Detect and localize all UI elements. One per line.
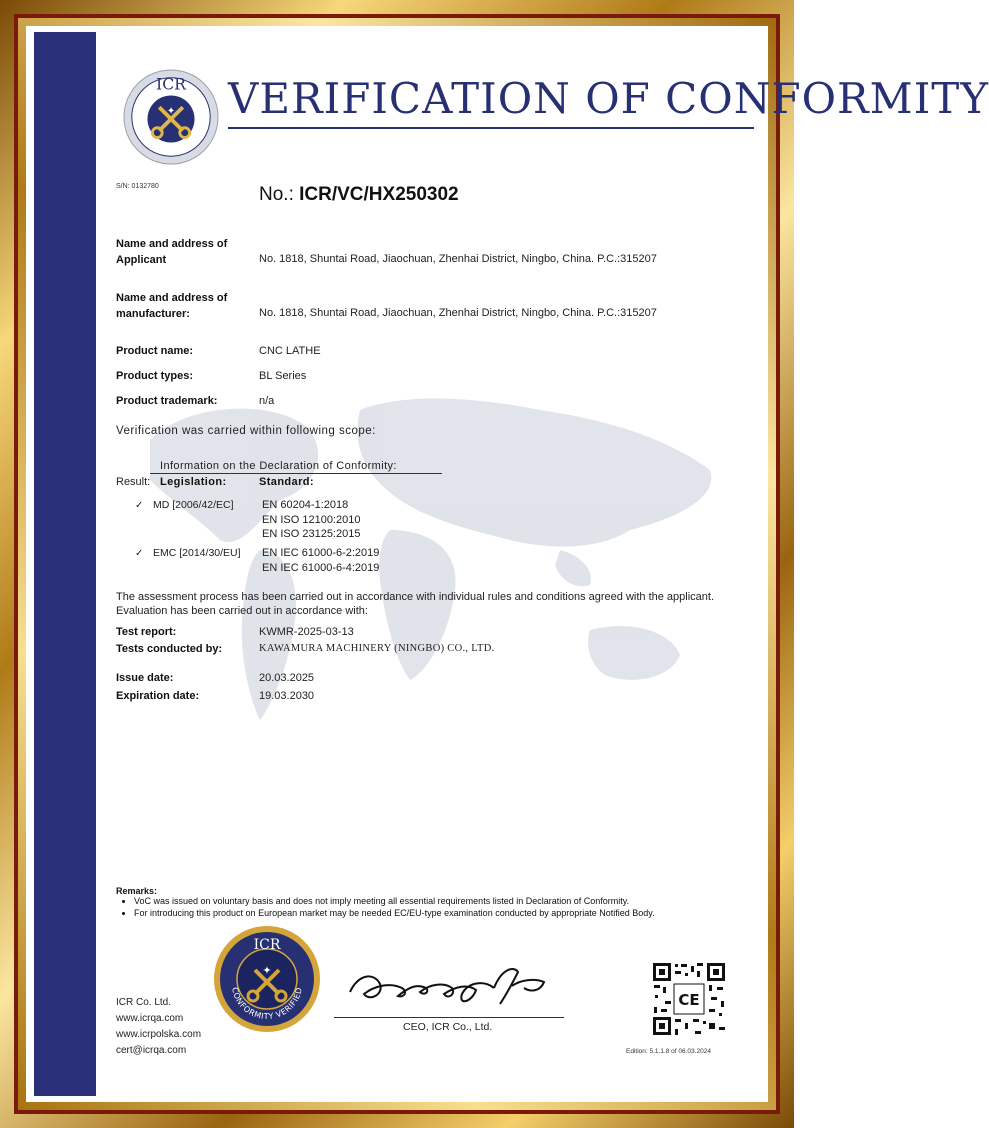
declaration-underline bbox=[150, 473, 442, 474]
product-name-label: Product name: bbox=[116, 345, 194, 357]
conformity-seal bbox=[210, 924, 324, 1034]
number-prefix: No.: bbox=[259, 184, 300, 205]
standard-item: EN ISO 12100:2010 bbox=[262, 513, 361, 526]
ce-mark: CE bbox=[678, 991, 700, 1009]
test-report-value: KWMR-2025-03-13 bbox=[259, 626, 354, 638]
issue-date-value: 20.03.2025 bbox=[259, 672, 315, 684]
expiration-date-value: 19.03.2030 bbox=[259, 690, 315, 702]
world-map-watermark bbox=[110, 380, 760, 760]
assessment-line2: Evaluation has been carried out in accordance with: bbox=[116, 605, 368, 617]
standard-item: EN 60204-1:2018 bbox=[262, 499, 349, 511]
seal-icr-text: ICR bbox=[253, 937, 281, 953]
test-report-label: Test report: bbox=[116, 626, 177, 638]
assessment-paragraph bbox=[116, 590, 714, 618]
remark-item: • VoC was issued on voluntary basis and does not imply meeting all essential requirements listed in Declaration of Conformity. bbox=[134, 896, 655, 908]
seal-bottom-text: CONFORMITY VERIFIED bbox=[230, 986, 304, 1022]
standard-item: EN ISO 23125:2015 bbox=[262, 528, 361, 540]
emc-check-icon: ✓ bbox=[135, 548, 144, 559]
applicant-label bbox=[116, 236, 227, 268]
manufacturer-value: No. 1818, Shuntai Road, Jiaochuan, Zhenhai District, Ningbo, China. P.C.:315207 bbox=[259, 307, 657, 319]
manufacturer-label-line1: Name and address of bbox=[116, 292, 228, 304]
standard-item: EN IEC 61000-6-2:2019 bbox=[262, 547, 380, 559]
manufacturer-label-line2: manufacturer: bbox=[116, 308, 190, 320]
product-trademark-label: Product trademark: bbox=[116, 395, 218, 407]
title-underline bbox=[228, 127, 754, 129]
svg-text:✦: ✦ bbox=[166, 106, 176, 118]
remarks bbox=[116, 886, 655, 919]
product-types-label: Product types: bbox=[116, 370, 194, 382]
remarks-list bbox=[116, 896, 655, 919]
applicant-value: No. 1818, Shuntai Road, Jiaochuan, Zhenhai District, Ningbo, China. P.C.:315207 bbox=[259, 253, 657, 265]
page-title: VERIFICATION OF CONFORMITY bbox=[228, 74, 989, 123]
applicant-label-line2: Applicant bbox=[116, 254, 167, 266]
edition-text: Edition: 5.1.1.8 of 06.03.2024 bbox=[626, 1048, 711, 1055]
tests-by-value: KAWAMURA MACHINERY (NINGBO) CO., LTD. bbox=[259, 643, 495, 654]
tests-by-label: Tests conducted by: bbox=[116, 643, 223, 655]
scope-intro: Verification was carried within following scope: bbox=[116, 425, 376, 437]
certificate-number-line bbox=[259, 184, 459, 206]
product-types-value: BL Series bbox=[259, 370, 307, 382]
website-link[interactable]: www.icrqa.com bbox=[116, 1013, 184, 1024]
product-trademark-value: n/a bbox=[259, 395, 275, 407]
website-link-polska[interactable]: www.icrpolska.com bbox=[116, 1029, 202, 1040]
standard-header: Standard: bbox=[259, 476, 314, 488]
applicant-label-line1: Name and address of bbox=[116, 238, 228, 250]
remark-item: • For introducing this product on European market may be needed EC/EU-type examination conducted by appropriate Notified Body. bbox=[134, 908, 655, 920]
expiration-date-label: Expiration date: bbox=[116, 690, 200, 702]
qr-code[interactable] bbox=[651, 961, 727, 1037]
manufacturer-label bbox=[116, 290, 227, 322]
signer-title: CEO, ICR Co., Ltd. bbox=[403, 1021, 493, 1033]
signature-line bbox=[334, 1017, 564, 1018]
standard-item: EN IEC 61000-6-4:2019 bbox=[262, 561, 380, 574]
assessment-line1: The assessment process has been carried out in accordance with individual rules and conditions agreed with the applicant. bbox=[116, 591, 715, 603]
serial-number: S/N: 0132780 bbox=[116, 183, 159, 190]
declaration-heading: Information on the Declaration of Conformity: bbox=[160, 460, 397, 472]
md-standards bbox=[262, 498, 360, 542]
logo-icr-text: ICR bbox=[156, 74, 186, 94]
issue-date-label: Issue date: bbox=[116, 672, 174, 684]
email-link[interactable]: cert@icrqa.com bbox=[116, 1045, 187, 1056]
emc-legislation: EMC [2014/30/EU] bbox=[153, 547, 241, 559]
remarks-heading: Remarks: bbox=[116, 886, 158, 896]
ceo-signature bbox=[344, 958, 554, 1014]
legislation-header: Legislation: bbox=[160, 476, 227, 488]
emc-standards bbox=[262, 546, 379, 575]
md-check-icon: ✓ bbox=[135, 500, 144, 511]
contact-block bbox=[116, 995, 201, 1059]
company-name: ICR Co. Ltd. bbox=[116, 997, 172, 1008]
sidebar-band bbox=[34, 32, 96, 1096]
icr-logo bbox=[122, 68, 220, 166]
certificate-number: ICR/VC/HX250302 bbox=[299, 184, 459, 205]
svg-text:✦: ✦ bbox=[262, 965, 272, 977]
md-legislation: MD [2006/42/EC] bbox=[153, 499, 234, 511]
product-name-value: CNC LATHE bbox=[259, 345, 321, 357]
result-label: Result: bbox=[116, 476, 151, 488]
